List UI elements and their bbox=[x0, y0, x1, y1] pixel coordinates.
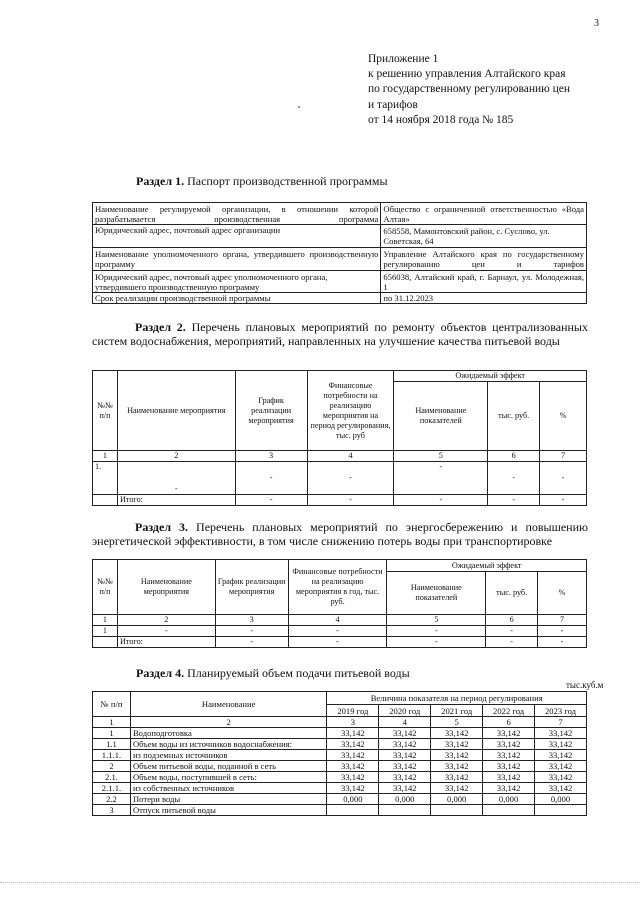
row-value: 33,142 bbox=[431, 750, 483, 761]
row-indicator: - bbox=[394, 462, 488, 495]
col-number: 4 bbox=[379, 717, 431, 728]
column-number-row bbox=[93, 717, 587, 728]
row-value: 33,142 bbox=[379, 728, 431, 739]
row-value: 33,142 bbox=[483, 761, 535, 772]
row-num: 1.1 bbox=[93, 739, 131, 750]
total-row bbox=[93, 637, 587, 648]
header-year: 2020 год bbox=[379, 705, 431, 717]
appendix-line: от 14 ноября 2018 года № 185 bbox=[368, 113, 514, 126]
row-percent: - bbox=[540, 462, 587, 495]
row-value: 0,000 bbox=[379, 794, 431, 805]
passport-value: по 31.12.2023 bbox=[381, 293, 587, 304]
col-number: 6 bbox=[483, 717, 535, 728]
row-name: Объем воды из источников водоснабжения: bbox=[130, 739, 326, 750]
header-name: Наименование bbox=[130, 692, 326, 717]
row-value: 33,142 bbox=[379, 761, 431, 772]
col-number: 2 bbox=[117, 451, 235, 462]
row-value: 33,142 bbox=[431, 728, 483, 739]
header-thousand: тыс. руб. bbox=[486, 572, 538, 615]
section1-title: Паспорт производственной программы bbox=[187, 174, 388, 188]
passport-name: Наименование уполномоченного органа, утвердившего производственную программу bbox=[93, 248, 381, 271]
col-number: 1 bbox=[93, 451, 118, 462]
col-number: 7 bbox=[535, 717, 587, 728]
total-finance: - bbox=[288, 637, 387, 648]
header-schedule: График реализации мероприятия bbox=[215, 560, 288, 615]
col-number: 3 bbox=[235, 451, 307, 462]
row-num: 1.1.1. bbox=[93, 750, 131, 761]
passport-value: Управление Алтайского края по государственному регулированию цен и тарифов bbox=[381, 248, 587, 271]
passport-name: Юридический адрес, почтовый адрес уполномоченного органа, утвердившего производственную программу bbox=[93, 271, 381, 293]
row-value bbox=[379, 805, 431, 816]
unit-label: тыс.куб.м bbox=[566, 680, 604, 690]
row-value: 33,142 bbox=[327, 772, 379, 783]
table-row bbox=[93, 739, 587, 750]
row-value: 33,142 bbox=[535, 728, 587, 739]
row-indicator: - bbox=[387, 626, 486, 637]
row-finance: - bbox=[288, 626, 387, 637]
table-row bbox=[93, 761, 587, 772]
header-finance: Финансовые потребности на реализацию мероприятия в год, тыс. руб. bbox=[288, 560, 387, 615]
row-num: 1. bbox=[93, 462, 118, 495]
row-value: 33,142 bbox=[327, 739, 379, 750]
passport-row bbox=[93, 293, 587, 304]
header-period: Величина показателя на период регулирования bbox=[327, 692, 587, 705]
col-number: 5 bbox=[431, 717, 483, 728]
section3-label: Раздел 3. bbox=[135, 520, 189, 534]
header-year: 2021 год bbox=[431, 705, 483, 717]
row-value bbox=[483, 805, 535, 816]
total-thousand: - bbox=[488, 495, 540, 506]
row-value: 33,142 bbox=[327, 761, 379, 772]
passport-name: Юридический адрес, почтовый адрес организации bbox=[93, 225, 381, 248]
row-name: Водоподготовка bbox=[130, 728, 326, 739]
table-row bbox=[93, 783, 587, 794]
section4-label: Раздел 4. bbox=[136, 666, 185, 680]
section3-heading bbox=[92, 520, 588, 548]
header-num: №№ п/п bbox=[93, 560, 118, 615]
row-value bbox=[327, 805, 379, 816]
scan-edge bbox=[0, 882, 640, 883]
header-effect: Ожидаемый эффект bbox=[394, 371, 587, 382]
total-indicator: - bbox=[387, 637, 486, 648]
section4-heading bbox=[136, 666, 410, 680]
table-row bbox=[93, 772, 587, 783]
passport-row bbox=[93, 248, 587, 271]
row-value bbox=[431, 805, 483, 816]
row-value: 33,142 bbox=[535, 772, 587, 783]
row-value: 33,142 bbox=[327, 750, 379, 761]
row-num: 2.2 bbox=[93, 794, 131, 805]
total-finance: - bbox=[307, 495, 394, 506]
passport-name: Срок реализации производственной программы bbox=[93, 293, 381, 304]
header-row bbox=[93, 560, 587, 572]
row-value: 33,142 bbox=[431, 772, 483, 783]
col-number: 4 bbox=[288, 615, 387, 626]
row-finance: - bbox=[307, 462, 394, 495]
total-num-cell bbox=[93, 637, 118, 648]
row-value bbox=[535, 805, 587, 816]
passport-row bbox=[93, 225, 587, 248]
total-schedule: - bbox=[215, 637, 288, 648]
header-year: 2023 год bbox=[535, 705, 587, 717]
header-name: Наименование мероприятия bbox=[117, 371, 235, 451]
header-row bbox=[93, 371, 587, 382]
col-number: 1 bbox=[93, 717, 131, 728]
header-row bbox=[93, 692, 587, 705]
row-name: Отпуск питьевой воды bbox=[130, 805, 326, 816]
header-percent: % bbox=[540, 382, 587, 451]
col-number: 4 bbox=[307, 451, 394, 462]
row-num: 1 bbox=[93, 626, 118, 637]
col-number: 7 bbox=[538, 615, 587, 626]
row-value: 0,000 bbox=[483, 794, 535, 805]
row-num: 3 bbox=[93, 805, 131, 816]
col-number: 5 bbox=[394, 451, 488, 462]
row-value: 33,142 bbox=[327, 728, 379, 739]
section3-title: Перечень плановых мероприятий по энергосбережению и повышению энергетической эффективности, в том числе снижению потерь воды при транспортировке bbox=[92, 520, 588, 548]
row-name: - bbox=[117, 462, 235, 495]
header-num: № п/п bbox=[93, 692, 131, 717]
passport-row bbox=[93, 271, 587, 293]
section2-heading bbox=[92, 320, 588, 348]
row-percent: - bbox=[538, 626, 587, 637]
passport-value: 656038, Алтайский край, г. Барнаул, ул. Молодежная, 1 bbox=[381, 271, 587, 293]
row-value: 33,142 bbox=[535, 750, 587, 761]
column-number-row bbox=[93, 615, 587, 626]
table-row bbox=[93, 794, 587, 805]
row-value: 33,142 bbox=[535, 783, 587, 794]
header-indicator: Наименование показателей bbox=[387, 572, 486, 615]
appendix-line: Приложение 1 bbox=[368, 53, 439, 65]
row-value: 33,142 bbox=[327, 783, 379, 794]
row-schedule: - bbox=[235, 462, 307, 495]
row-value: 33,142 bbox=[431, 739, 483, 750]
appendix-line: и тарифов bbox=[368, 98, 418, 111]
row-value: 33,142 bbox=[483, 728, 535, 739]
row-value: 33,142 bbox=[431, 761, 483, 772]
col-number: 2 bbox=[130, 717, 326, 728]
header-num: №№ п/п bbox=[93, 371, 118, 451]
row-thousand: - bbox=[488, 462, 540, 495]
row-value: 33,142 bbox=[379, 750, 431, 761]
water-volume-rows bbox=[93, 728, 587, 816]
row-name: из подземных источников bbox=[130, 750, 326, 761]
row-value: 0,000 bbox=[535, 794, 587, 805]
total-indicator: - bbox=[394, 495, 488, 506]
total-percent: - bbox=[540, 495, 587, 506]
total-label: Итого: bbox=[117, 495, 235, 506]
section1-heading bbox=[136, 174, 388, 188]
table-row bbox=[93, 462, 587, 495]
col-number: 2 bbox=[117, 615, 215, 626]
row-num: 2.1. bbox=[93, 772, 131, 783]
row-value: 33,142 bbox=[483, 783, 535, 794]
column-number-row bbox=[93, 451, 587, 462]
row-value: 0,000 bbox=[327, 794, 379, 805]
total-thousand: - bbox=[486, 637, 538, 648]
section4-title: Планируемый объем подачи питьевой воды bbox=[187, 666, 410, 680]
header-finance: Финансовые потребности на реализацию мероприятия на период регулирования, тыс. руб bbox=[307, 371, 394, 451]
table-row bbox=[93, 750, 587, 761]
table-row bbox=[93, 728, 587, 739]
row-name: - bbox=[117, 626, 215, 637]
passport-name: Наименование регулируемой организации, в отношении которой разрабатывается производственная программа bbox=[93, 203, 381, 225]
passport-table bbox=[92, 202, 587, 304]
table-row bbox=[93, 805, 587, 816]
table-row bbox=[93, 626, 587, 637]
appendix-line: к решению управления Алтайского края bbox=[368, 68, 566, 81]
row-value: 33,142 bbox=[379, 772, 431, 783]
row-schedule: - bbox=[215, 626, 288, 637]
header-effect: Ожидаемый эффект bbox=[387, 560, 587, 572]
row-name: из собственных источников bbox=[130, 783, 326, 794]
row-value: 33,142 bbox=[379, 783, 431, 794]
total-row bbox=[93, 495, 587, 506]
energy-measures-table bbox=[92, 559, 587, 648]
passport-value: Общество с ограниченной ответственностью «Вода Алтая» bbox=[381, 203, 587, 225]
passport-value: 658558, Мамонтовский район, с. Суслово, ул. Советская, 64 bbox=[381, 225, 587, 248]
section1-label: Раздел 1. bbox=[136, 174, 185, 188]
header-name: Наименование мероприятия bbox=[117, 560, 215, 615]
section2-label: Раздел 2. bbox=[135, 320, 186, 334]
row-name: Объем воды, поступившей в сеть: bbox=[130, 772, 326, 783]
row-num: 2 bbox=[93, 761, 131, 772]
total-schedule: - bbox=[235, 495, 307, 506]
header-indicator: Наименование показателей bbox=[394, 382, 488, 451]
row-num: 2.1.1. bbox=[93, 783, 131, 794]
page-number: 3 bbox=[594, 18, 599, 29]
header-thousand: тыс. руб. bbox=[488, 382, 540, 451]
total-num-cell bbox=[93, 495, 118, 506]
row-value: 33,142 bbox=[483, 772, 535, 783]
scan-speck bbox=[298, 106, 300, 108]
col-number: 6 bbox=[488, 451, 540, 462]
row-thousand: - bbox=[486, 626, 538, 637]
water-volume-table bbox=[92, 691, 587, 816]
col-number: 6 bbox=[486, 615, 538, 626]
header-percent: % bbox=[538, 572, 587, 615]
appendix-header bbox=[368, 52, 618, 128]
header-year: 2019 год bbox=[327, 705, 379, 717]
appendix-line: по государственному регулированию цен bbox=[368, 83, 571, 96]
row-value: 33,142 bbox=[535, 739, 587, 750]
row-value: 33,142 bbox=[535, 761, 587, 772]
col-number: 1 bbox=[93, 615, 118, 626]
row-value: 33,142 bbox=[431, 783, 483, 794]
col-number: 3 bbox=[215, 615, 288, 626]
header-schedule: График реализации мероприятия bbox=[235, 371, 307, 451]
header-year: 2022 год bbox=[483, 705, 535, 717]
col-number: 5 bbox=[387, 615, 486, 626]
total-percent: - bbox=[538, 637, 587, 648]
row-value: 33,142 bbox=[379, 739, 431, 750]
repair-measures-table bbox=[92, 370, 587, 506]
row-value: 33,142 bbox=[483, 739, 535, 750]
row-value: 33,142 bbox=[483, 750, 535, 761]
total-label: Итого: bbox=[117, 637, 215, 648]
col-number: 3 bbox=[327, 717, 379, 728]
row-num: 1 bbox=[93, 728, 131, 739]
row-value: 0,000 bbox=[431, 794, 483, 805]
row-name: Объем питьевой воды, поданной в сеть bbox=[130, 761, 326, 772]
passport-row bbox=[93, 203, 587, 225]
col-number: 7 bbox=[540, 451, 587, 462]
row-name: Потери воды bbox=[130, 794, 326, 805]
section2-title: Перечень плановых мероприятий по ремонту объектов централизованных систем водоснабжения, мероприятий, направленных на улучшение качества питьевой воды bbox=[92, 320, 588, 348]
